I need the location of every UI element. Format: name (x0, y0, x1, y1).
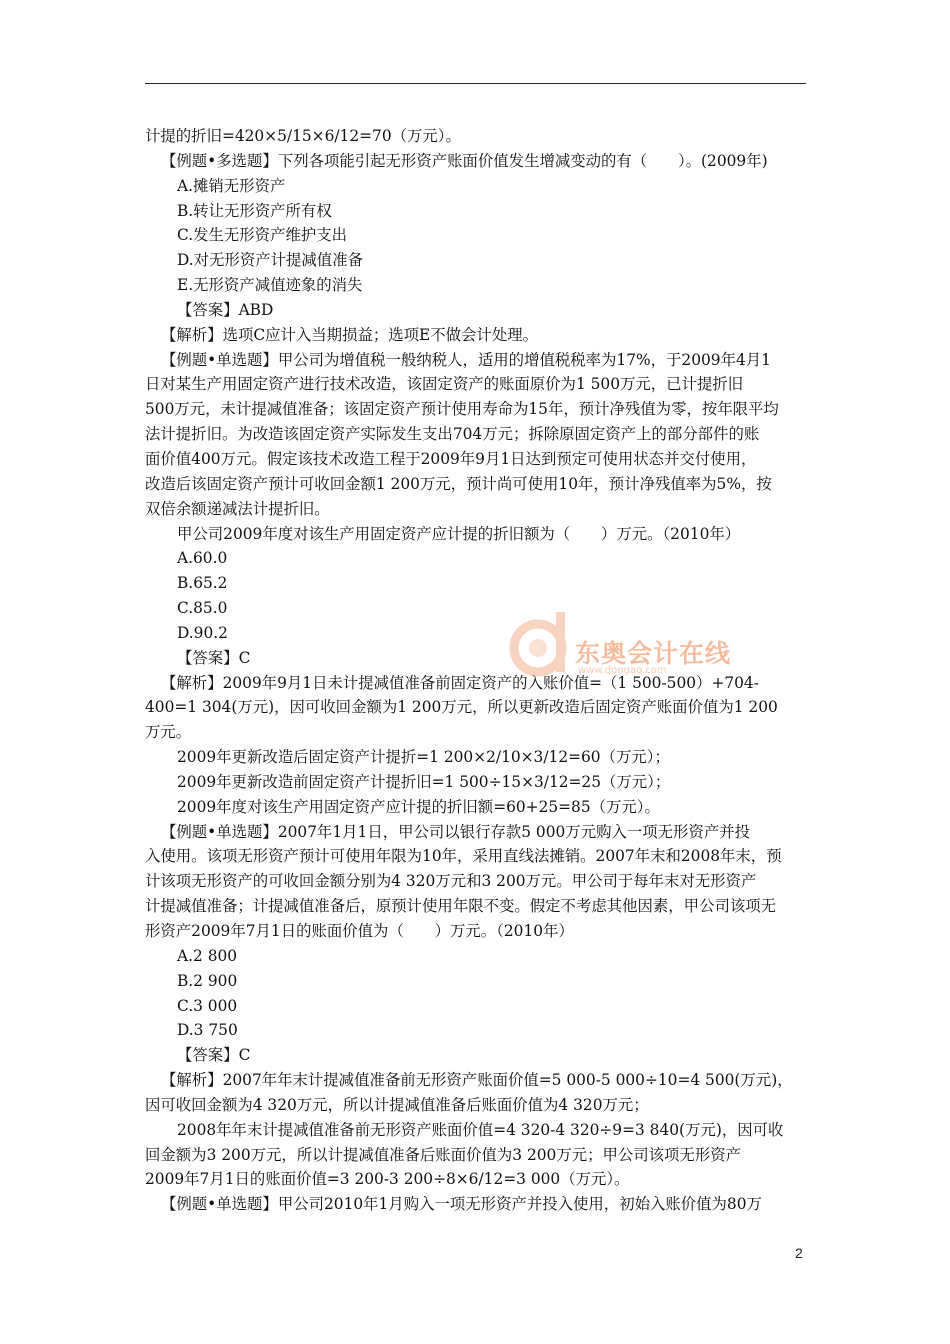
option-a: A.60.0 (177, 549, 228, 568)
option-c: C.发生无形资产维护支出 (177, 226, 348, 245)
text-line: 计该项无形资产的可收回金额分别为4 320万元和3 200万元。甲公司于每年末对无形资产 (145, 872, 757, 891)
option-e: E.无形资产减值迹象的消失 (177, 276, 363, 295)
text-line: 计提减值准备；计提减值准备后，原预计使用年限不变。假定不考虑其他因素，甲公司该项无 (145, 897, 777, 916)
option-c: C.85.0 (177, 599, 228, 618)
option-d: D.对无形资产计提减值准备 (177, 251, 363, 270)
text-line: 入使用。该项无形资产预计可使用年限为10年，采用直线法摊销。2007年末和2008年末，预 (145, 847, 782, 866)
question-stem: 【例题•单选题】甲公司为增值税一般纳税人，适用的增值税税率为17%，于2009年4月1 (161, 350, 771, 369)
text-line: 万元。 (145, 723, 192, 742)
question-prompt: 甲公司2009年度对该生产用固定资产应计提的折旧额为（ ）万元。（2010年） (177, 524, 741, 543)
text-line: 改造后该固定资产预计可收回金额1 200万元，预计尚可使用10年，预计净残值率为5%，按 (145, 474, 772, 493)
analysis: 【解析】2009年9月1日未计提减值准备前固定资产的入账价值=（1 500-500）+704- (161, 673, 759, 692)
text-line: 2009年7月1日的账面价值=3 200-3 200÷8×6/12=3 000（万元）。 (145, 1170, 630, 1189)
text-line: 面价值400万元。假定该技术改造工程于2009年9月1日达到预定可使用状态并交付使用， (145, 449, 757, 468)
option-b: B.转让无形资产所有权 (177, 201, 332, 220)
text-line: 双倍余额递减法计提折旧。 (145, 499, 330, 518)
question-stem: 【例题•单选题】2007年1月1日，甲公司以银行存款5 000万元购入一项无形资产并投 (161, 822, 751, 841)
watermark-url: www.dongao.com (578, 665, 667, 676)
text-line: 形资产2009年7月1日的账面价值为（ ）万元。（2010年） (145, 922, 574, 940)
question-stem: 【例题•多选题】下列各项能引起无形资产账面价值发生增减变动的有（ ）。(2009年) (161, 151, 768, 170)
watermark-brand: 东奥会计在线 (575, 639, 732, 668)
text-line: 日对某生产用固定资产进行技术改造，该固定资产的账面原价为1 500万元，已计提折旧 (145, 375, 744, 394)
option-d: D.3 750 (177, 1021, 238, 1040)
text-line: 2009年度对该生产用固定资产应计提的折旧额=60+25=85（万元）。 (177, 797, 660, 816)
text-line: 回金额为3 200万元，所以计提减值准备后账面价值为3 200万元；甲公司该项无形资产 (145, 1145, 742, 1164)
option-a: A.摊销无形资产 (177, 176, 286, 195)
text-line: 2009年更新改造后固定资产计提折=1 200×2/10×3/12=60（万元）； (177, 748, 670, 767)
answer: 【答案】C (177, 648, 251, 667)
text-line: 400=1 304(万元)，因可收回金额为1 200万元，所以更新改造后固定资产账面价值为1 200 (145, 698, 778, 717)
document-body (145, 124, 806, 1217)
text-line: 因可收回金额为4 320万元，所以计提减值准备后账面价值为4 320万元； (145, 1095, 649, 1114)
option-b: B.65.2 (177, 574, 228, 593)
answer: 【答案】ABD (177, 300, 274, 319)
page-number: 2 (795, 1245, 803, 1261)
text-line: 2009年更新改造前固定资产计提折旧=1 500÷15×3/12=25（万元）； (177, 772, 671, 791)
option-c: C.3 000 (177, 996, 238, 1015)
analysis: 【解析】2007年年末计提减值准备前无形资产账面价值=5 000-5 000÷10=4 500(万元)， (161, 1071, 793, 1090)
answer: 【答案】C (177, 1046, 251, 1065)
text-line: 法计提折旧。为改造该固定资产实际发生支出704万元；拆除原固定资产上的部分部件的账 (145, 425, 760, 444)
option-d: D.90.2 (177, 623, 228, 642)
question-stem: 【例题•单选题】甲公司2010年1月购入一项无形资产并投入使用，初始入账价值为80万 (161, 1195, 762, 1214)
text-line: 2008年年末计提减值准备前无形资产账面价值=4 320-4 320÷9=3 840(万元)，因可收 (177, 1120, 784, 1139)
text-line: 500万元，未计提减值准备；该固定资产预计使用寿命为15年，预计净残值为零，按年限平均 (145, 400, 779, 419)
text-line: 计提的折旧=420×5/15×6/12=70（万元）。 (145, 127, 461, 145)
header-rule (145, 83, 806, 84)
analysis: 【解析】选项C应计入当期损益；选项E不做会计处理。 (161, 325, 538, 344)
option-b: B.2 900 (177, 971, 238, 990)
option-a: A.2 800 (177, 946, 238, 965)
